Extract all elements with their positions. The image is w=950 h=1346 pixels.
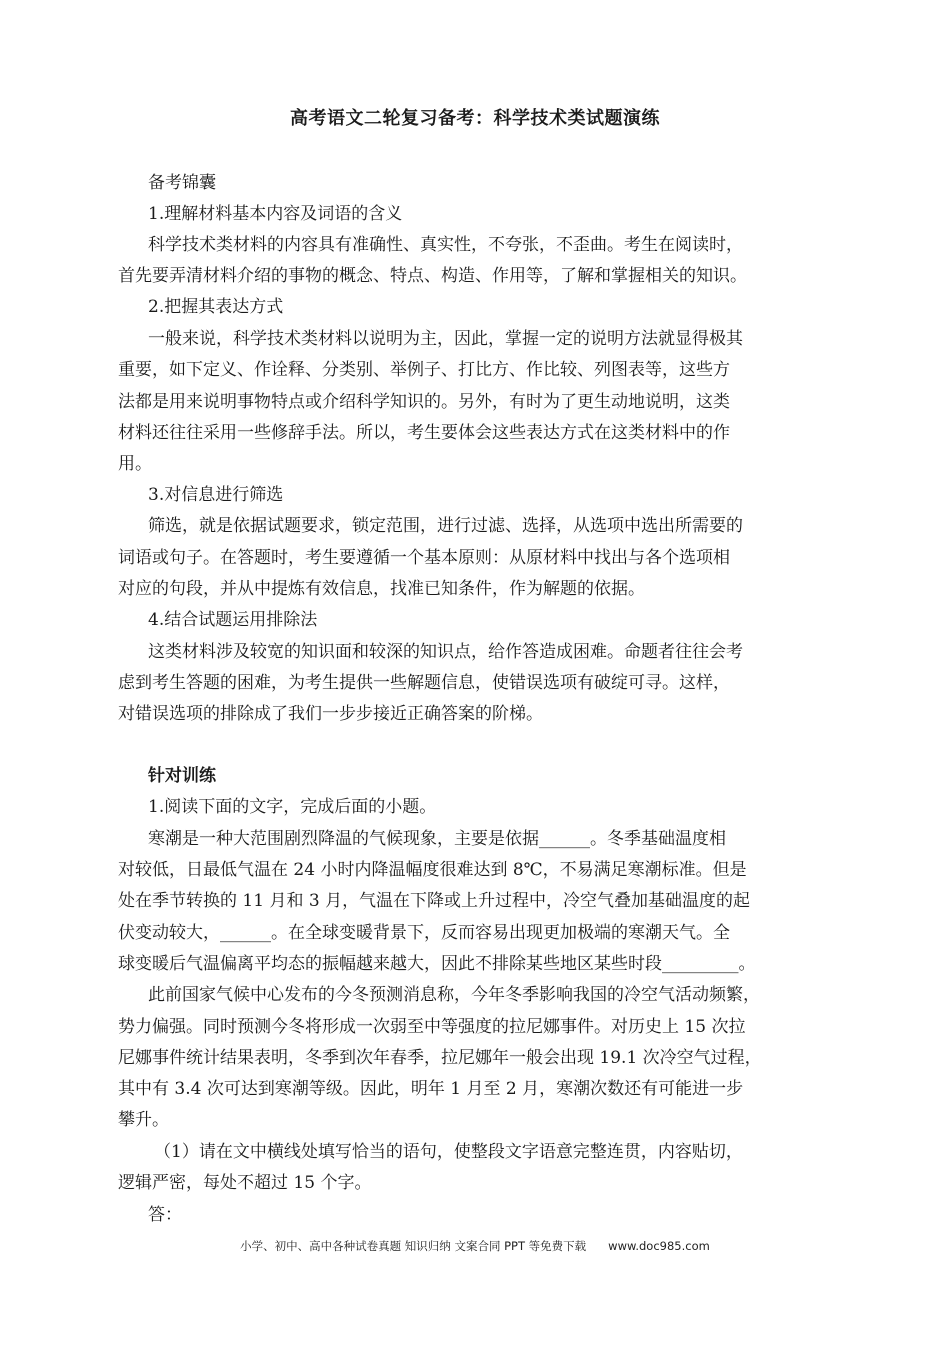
page-title: 高考语文二轮复习备考：科学技术类试题演练	[290, 108, 660, 129]
passage-line: 球变暖后气温偏离平均态的振幅越来越大，因此不排除某些地区某些时段_________。	[118, 954, 756, 974]
passage-line: 对较低，日最低气温在 24 小时内降温幅度很难达到 8℃，不易满足寒潮标准。但是	[118, 860, 747, 880]
tip-heading-4: 4.结合试题运用排除法	[148, 610, 318, 630]
tip-heading-1: 1.理解材料基本内容及词语的含义	[148, 204, 403, 224]
section-heading-tips: 备考锦囊	[148, 173, 216, 193]
passage-line: 伏变动较大，______。在全球变暖背景下，反而容易出现更加极端的寒潮天气。全	[118, 923, 730, 943]
tip-heading-3: 3.对信息进行筛选	[148, 485, 284, 505]
passage-line: 处在季节转换的 11 月和 3 月，气温在下降或上升过程中，冷空气叠加基础温度的起	[118, 891, 751, 911]
paragraph-line: 对错误选项的排除成了我们一步步接近正确答案的阶梯。	[118, 704, 543, 724]
paragraph-line: 科学技术类材料的内容具有准确性、真实性，不夸张，不歪曲。考生在阅读时，	[148, 235, 743, 255]
paragraph-line: 筛选，就是依据试题要求，锁定范围，进行过滤、选择，从选项中选出所需要的	[148, 516, 743, 536]
passage-line: 此前国家气候中心发布的今冬预测消息称，今年冬季影响我国的冷空气活动频繁，	[148, 985, 760, 1005]
sub-question-1: （1）请在文中横线处填写恰当的语句，使整段文字语意完整连贯，内容贴切，	[154, 1142, 743, 1162]
tip-heading-2: 2.把握其表达方式	[148, 297, 284, 317]
paragraph-line: 对应的句段，并从中提炼有效信息，找准已知条件，作为解题的依据。	[118, 579, 645, 599]
paragraph-line: 法都是用来说明事物特点或介绍科学知识的。另外，有时为了更生动地说明，这类	[118, 392, 730, 412]
paragraph-line: 这类材料涉及较宽的知识面和较深的知识点，给作答造成困难。命题者往往会考	[148, 642, 743, 662]
paragraph-line: 用。	[118, 454, 152, 474]
paragraph-line: 虑到考生答题的困难，为考生提供一些解题信息，使错误选项有破绽可寻。这样，	[118, 673, 730, 693]
section-heading-training: 针对训练	[148, 766, 216, 786]
page-footer	[0, 1238, 950, 1254]
paragraph-line: 材料还往往采用一些修辞手法。所以，考生要体会这些表达方式在这类材料中的作	[118, 423, 730, 443]
answer-label: 答：	[148, 1205, 182, 1225]
passage-line: 攀升。	[118, 1110, 169, 1130]
paragraph-line: 词语或句子。在答题时，考生要遵循一个基本原则：从原材料中找出与各个选项相	[118, 548, 730, 568]
footer-text: 小学、初中、高中各种试卷真题 知识归纳 文案合同 PPT 等免费下载	[240, 1239, 587, 1253]
passage-line: 尼娜事件统计结果表明，冬季到次年春季，拉尼娜年一般会出现 19.1 次冷空气过程，	[118, 1048, 762, 1068]
paragraph-line: 一般来说，科学技术类材料以说明为主，因此，掌握一定的说明方法就显得极其	[148, 329, 743, 349]
footer-site-link[interactable]: www.doc985.com	[608, 1239, 710, 1253]
passage-line: 其中有 3.4 次可达到寒潮等级。因此，明年 1 月至 2 月，寒潮次数还有可能进一步	[118, 1079, 744, 1099]
passage-line: 寒潮是一种大范围剧烈降温的气候现象，主要是依据______。冬季基础温度相	[148, 829, 726, 849]
sub-question-1-cont: 逻辑严密，每处不超过 15 个字。	[118, 1173, 372, 1193]
paragraph-line: 重要，如下定义、作诠释、分类别、举例子、打比方、作比较、列图表等，这些方	[118, 360, 730, 380]
paragraph-line: 首先要弄清材料介绍的事物的概念、特点、构造、作用等，了解和掌握相关的知识。	[118, 266, 747, 286]
passage-line: 势力偏强。同时预测今冬将形成一次弱至中等强度的拉尼娜事件。对历史上 15 次拉	[118, 1017, 746, 1037]
question-intro: 1.阅读下面的文字，完成后面的小题。	[148, 797, 437, 817]
